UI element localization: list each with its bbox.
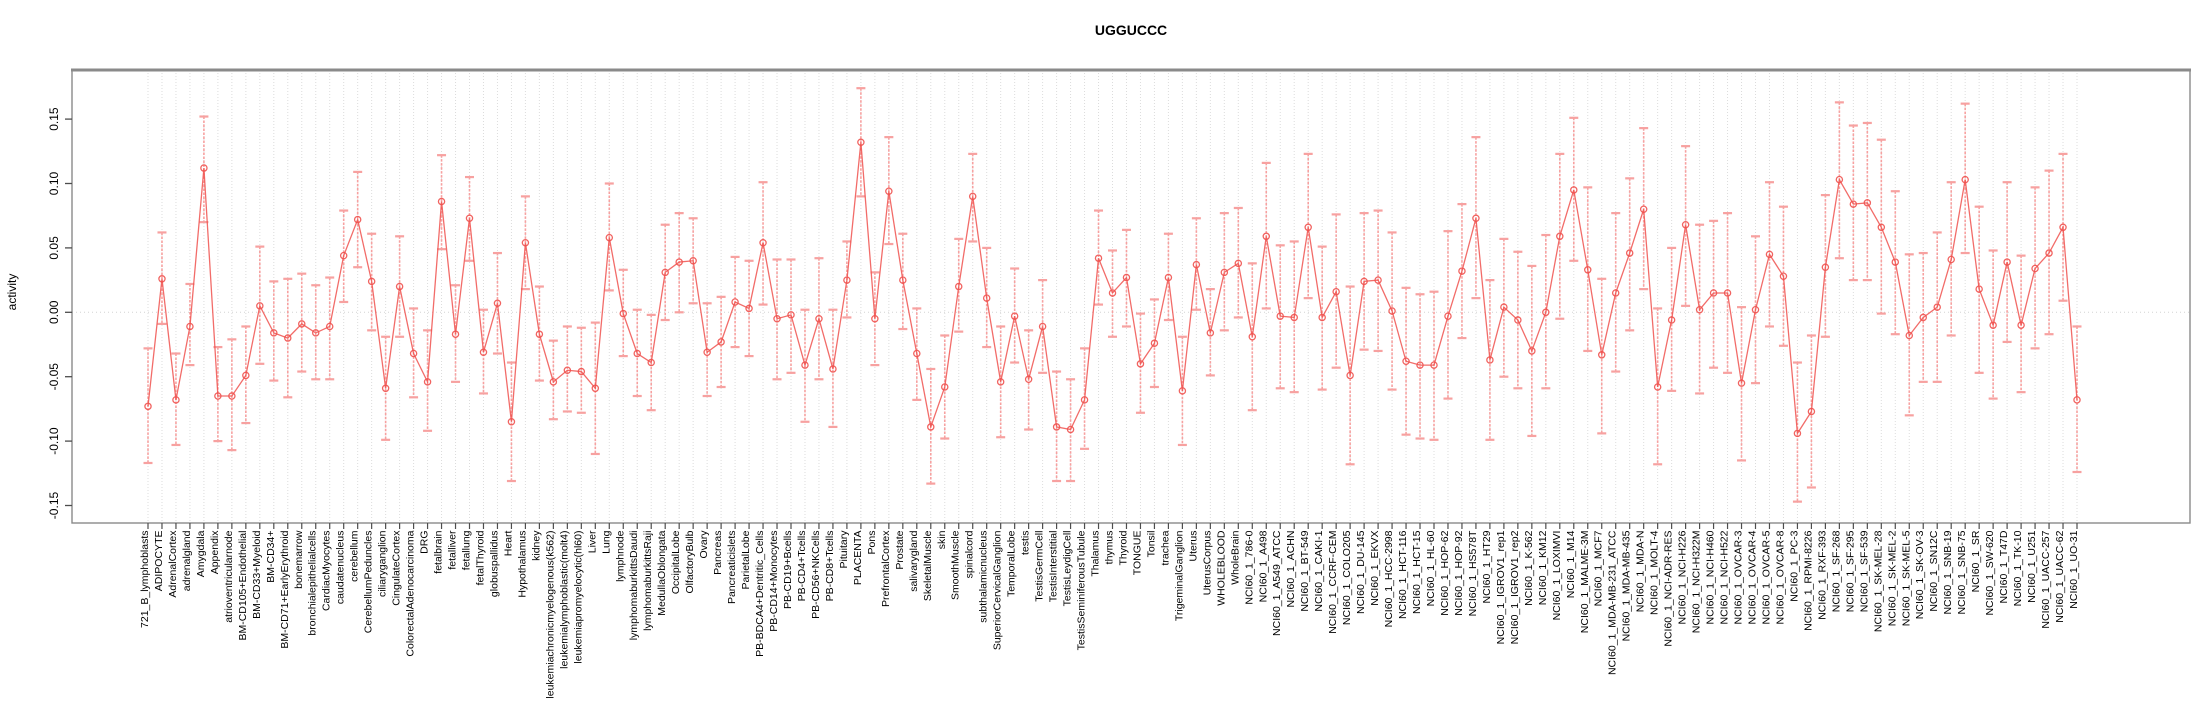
x-tick-label: Tonsil	[1145, 530, 1158, 558]
x-tick-label: TemporalLobe	[1005, 530, 1018, 598]
x-tick-label: Pancreaticislets	[726, 530, 739, 605]
x-tick-label: NCI60_1_SF-539	[1858, 530, 1871, 613]
y-tick-label: -0.15	[47, 491, 61, 520]
x-tick-label: kidney	[530, 530, 543, 561]
x-tick-label: PB-BDCA4+Dentritic_Cells	[754, 530, 767, 657]
x-tick-label: Appendix	[208, 530, 221, 575]
x-tick-label: Liver	[586, 530, 599, 554]
x-tick-label: NCI60_1_SK-MEL-5	[1900, 530, 1913, 627]
x-tick-label: Lung	[600, 530, 613, 554]
x-tick-label: subthalamicnucleus	[977, 530, 990, 623]
x-tick-label: NCI60_1_MDA-MB-435	[1620, 530, 1633, 642]
x-tick-label: NCI60_1_HOP-62	[1438, 530, 1451, 616]
x-tick-label: NCI60_1_COLO205	[1341, 530, 1354, 626]
x-tick-label: NCI60_1_OVCAR-8	[1774, 530, 1787, 625]
x-tick-label: SkeletalMuscle	[921, 530, 934, 602]
x-tick-label: NCI60_1_IGROV1_rep2	[1508, 530, 1521, 645]
x-tick-label: Hypothalamus	[516, 530, 529, 598]
x-tick-label: NCI60_1_SK-MEL-28	[1872, 530, 1885, 633]
x-tick-label: NCI60_1_U251	[2026, 530, 2039, 603]
x-tick-label: BM-CD105+Endothelial	[236, 530, 249, 641]
x-tick-label: NCI60_1_MALME-3M	[1578, 530, 1591, 634]
x-tick-label: NCI60_1_NCI-H226	[1676, 530, 1689, 625]
x-tick-label: leukemiachronicmyelogenous(k562)	[544, 530, 557, 699]
x-tick-label: atrioventricularnode	[222, 530, 235, 623]
x-tick-label: globuspallidus	[488, 530, 501, 598]
x-tick-label: NCI60_1_OVCAR-4	[1746, 530, 1759, 625]
x-tick-label: NCI60_1_BT-549	[1299, 530, 1312, 612]
x-tick-label: Uterus	[1187, 530, 1200, 562]
x-tick-label: lymphomaburkittsDaudi	[628, 530, 641, 641]
x-tick-label: fetallung	[460, 530, 473, 571]
chart-title: UGGUCCC	[1094, 22, 1168, 38]
x-tick-label: Prostate	[893, 530, 906, 570]
x-tick-label: AdrenalCortex	[166, 530, 179, 598]
x-tick-label: cerebellum	[348, 530, 361, 582]
x-tick-label: NCI60_1_RXF-393	[1816, 530, 1829, 620]
x-tick-label: NCI60_1_RPMI-8226	[1802, 530, 1815, 631]
x-tick-label: Pancreas	[712, 530, 725, 575]
x-tick-label: WholeBrain	[1229, 530, 1242, 585]
x-tick-label: TestisLeydigCell	[1061, 530, 1074, 607]
x-tick-label: NCI60_1_MCF7	[1592, 530, 1605, 607]
x-tick-label: DRG	[418, 530, 431, 554]
x-tick-label: NCI60_1_LOXIMVI	[1550, 530, 1563, 621]
x-tick-label: NCI60_1_SN12C	[1928, 530, 1941, 612]
x-tick-label: thymus	[1103, 530, 1116, 565]
x-tick-label: SuperiorCervicalGanglion	[991, 530, 1004, 651]
x-tick-label: NCI60_1_SNB-75	[1956, 530, 1969, 615]
x-tick-label: NCI60_1_A498	[1257, 530, 1270, 603]
x-tick-label: TestisSeminiferousTubule	[1075, 530, 1088, 651]
x-tick-label: NCI60_1_HCT-15	[1411, 530, 1424, 614]
x-tick-label: fetalliver	[446, 530, 459, 570]
x-tick-label: NCI60_1_HCT-116	[1397, 530, 1410, 620]
x-tick-label: Ovary	[698, 530, 711, 559]
x-tick-label: NCI60_1_SK-MEL-2	[1886, 530, 1899, 627]
x-tick-label: NCI60_1_K-562	[1522, 530, 1535, 606]
x-tick-label: ParietalLobe	[740, 530, 753, 590]
x-tick-label: leukemiapromyelocytic(hl60)	[572, 530, 585, 664]
x-tick-label: TestisGermCell	[1033, 530, 1046, 602]
x-tick-label: NCI60_1_DU-145	[1355, 530, 1368, 614]
x-tick-label: skin	[935, 530, 948, 550]
x-tick-label: CardiacMyocytes	[320, 530, 333, 612]
x-tick-label: caudatenucleus	[334, 530, 347, 605]
y-tick-label: -0.10	[47, 427, 61, 455]
x-tick-label: NCI60_1_UO-31	[2068, 530, 2080, 609]
x-tick-label: NCI60_1_OVCAR-3	[1732, 530, 1745, 625]
x-tick-label: trachea	[1159, 530, 1172, 566]
x-tick-label: Pons	[865, 530, 878, 555]
x-tick-label: NCI60_1_NCI-H460	[1704, 530, 1717, 625]
x-tick-label: NCI60_1_ACHN	[1285, 530, 1298, 608]
x-tick-label: Amygdala	[194, 530, 207, 578]
x-tick-label: NCI60_1_SNB-19	[1942, 530, 1955, 615]
x-tick-label: BM-CD33+Myeloid	[250, 530, 263, 619]
x-tick-label: lymphomaburkittsRaji	[642, 530, 655, 631]
x-tick-label: PB-CD14+Monocytes	[768, 530, 781, 632]
x-tick-label: NCI60_1_A549_ATCC	[1271, 530, 1284, 636]
x-tick-label: WHOLEBLOOD	[1215, 530, 1228, 606]
x-tick-label: salivarygland	[907, 530, 920, 592]
x-tick-label: TrigeminalGanglion	[1173, 530, 1186, 622]
x-tick-label: BM-CD34+	[264, 530, 277, 583]
x-tick-label: PB-CD19+Bcells	[782, 530, 794, 609]
x-tick-label: NCI60_1_HS578T	[1466, 530, 1479, 617]
x-axis	[139, 523, 2080, 699]
x-tick-label: PB-CD56+NKCells	[809, 530, 822, 619]
x-tick-label: PrefrontalCortex	[879, 530, 892, 607]
x-tick-label: NCI60_1_786-0	[1243, 530, 1256, 605]
x-tick-label: NCI60_1_M14	[1564, 530, 1577, 599]
x-tick-label: PB-CD4+Tcells	[795, 530, 808, 602]
x-tick-label: ADIPOCYTE	[152, 530, 165, 592]
x-tick-label: NCI60_1_PC-3	[1788, 530, 1801, 602]
x-tick-label: Thalamus	[1089, 530, 1102, 577]
plot-border	[72, 70, 2190, 523]
y-tick-label: 0.00	[47, 300, 61, 324]
x-tick-label: adrenalgland	[180, 530, 193, 592]
x-tick-label: TONGUE	[1131, 530, 1144, 576]
x-tick-label: TestisInterstitial	[1047, 530, 1060, 603]
x-tick-label: NCI60_1_SR	[1970, 530, 1983, 593]
x-tick-label: CerebellumPeduncles	[362, 530, 375, 634]
x-tick-label: NCI60_1_SW-620	[1984, 530, 1997, 616]
x-tick-label: UterusCorpus	[1201, 530, 1214, 596]
x-tick-label: Heart	[502, 530, 515, 557]
x-tick-label: lymphnode	[614, 530, 627, 582]
x-tick-label: NCI60_1_HT29	[1480, 530, 1493, 604]
x-tick-label: Pituitary	[837, 530, 850, 569]
x-tick-label: NCI60_1_KM12	[1536, 530, 1549, 606]
x-tick-label: NCI60_1_SF-295	[1844, 530, 1857, 613]
y-tick-label: -0.05	[47, 363, 61, 391]
x-tick-label: bonemarrow	[292, 530, 305, 589]
x-tick-label: NCI60_1_UACC-257	[2040, 530, 2053, 629]
x-tick-label: NCI60_1_SF-268	[1830, 530, 1843, 613]
y-tick-label: 0.15	[47, 107, 61, 131]
x-tick-label: NCI60_1_MDA-MB-231_ATCC	[1606, 530, 1619, 676]
x-tick-label: NCI60_1_HCC-2998	[1383, 530, 1396, 628]
x-tick-label: NCI60_1_TK-10	[2012, 530, 2025, 607]
x-tick-label: NCI60_1_SK-OV-3	[1914, 530, 1927, 620]
x-tick-label: NCI60_1_UACC-62	[2054, 530, 2067, 623]
x-tick-label: PB-CD8+Tcells	[823, 530, 836, 602]
x-tick-label: Thyroid	[1117, 530, 1130, 566]
y-axis	[47, 107, 72, 519]
x-tick-label: NCI60_1_CCRF-CEM	[1327, 530, 1340, 634]
x-tick-label: fetalbrain	[432, 530, 445, 574]
x-tick-label: leukemialymphoblastic(molt4)	[558, 530, 571, 669]
x-tick-label: NCI60_1_MOLT-4	[1648, 530, 1661, 615]
x-tick-label: NCI60_1_EKVX	[1369, 530, 1382, 606]
y-tick-label: 0.05	[47, 236, 61, 260]
x-tick-label: NCI60_1_NCI-ADR-RES	[1662, 530, 1675, 647]
x-tick-label: NCI60_1_MDA-N	[1634, 530, 1647, 613]
x-tick-label: NCI60_1_NCI-H522	[1718, 530, 1731, 625]
x-tick-label: NCI60_1_HOP-92	[1452, 530, 1465, 616]
x-tick-label: bronchialepithelialcells	[306, 530, 319, 636]
x-tick-label: fetalThyroid	[474, 530, 487, 586]
x-tick-label: spinalcord	[963, 530, 976, 579]
x-tick-label: SmoothMuscle	[949, 530, 962, 600]
x-tick-label: PLACENTA	[851, 530, 864, 586]
x-tick-label: ColorectalAdenocarcinoma	[404, 530, 417, 657]
x-tick-label: NCI60_1_HL-60	[1425, 530, 1437, 607]
y-axis-title: activity	[5, 273, 19, 311]
x-tick-label: BM-CD71+EarlyErythroid	[278, 530, 291, 649]
x-tick-label: NCI60_1_NCI-H322M	[1690, 530, 1703, 634]
x-tick-label: NCI60_1_OVCAR-5	[1760, 530, 1773, 625]
x-tick-label: NCI60_1_T47D	[1998, 530, 2011, 604]
x-tick-label: OccipitalLobe	[670, 530, 683, 595]
x-tick-label: CingulateCortex	[390, 530, 403, 606]
x-tick-label: testis	[1019, 530, 1032, 556]
x-tick-label: ciliaryganglion	[376, 530, 389, 598]
x-tick-label: NCI60_1_CAKI-1	[1313, 530, 1326, 612]
x-tick-label: 721_B_lymphoblasts	[139, 530, 151, 628]
y-tick-label: 0.10	[47, 171, 61, 196]
x-tick-label: OlfactoryBulb	[684, 530, 697, 594]
x-tick-label: NCI60_1_IGROV1_rep1	[1494, 530, 1507, 645]
x-tick-label: MedullaOblongata	[656, 530, 669, 616]
